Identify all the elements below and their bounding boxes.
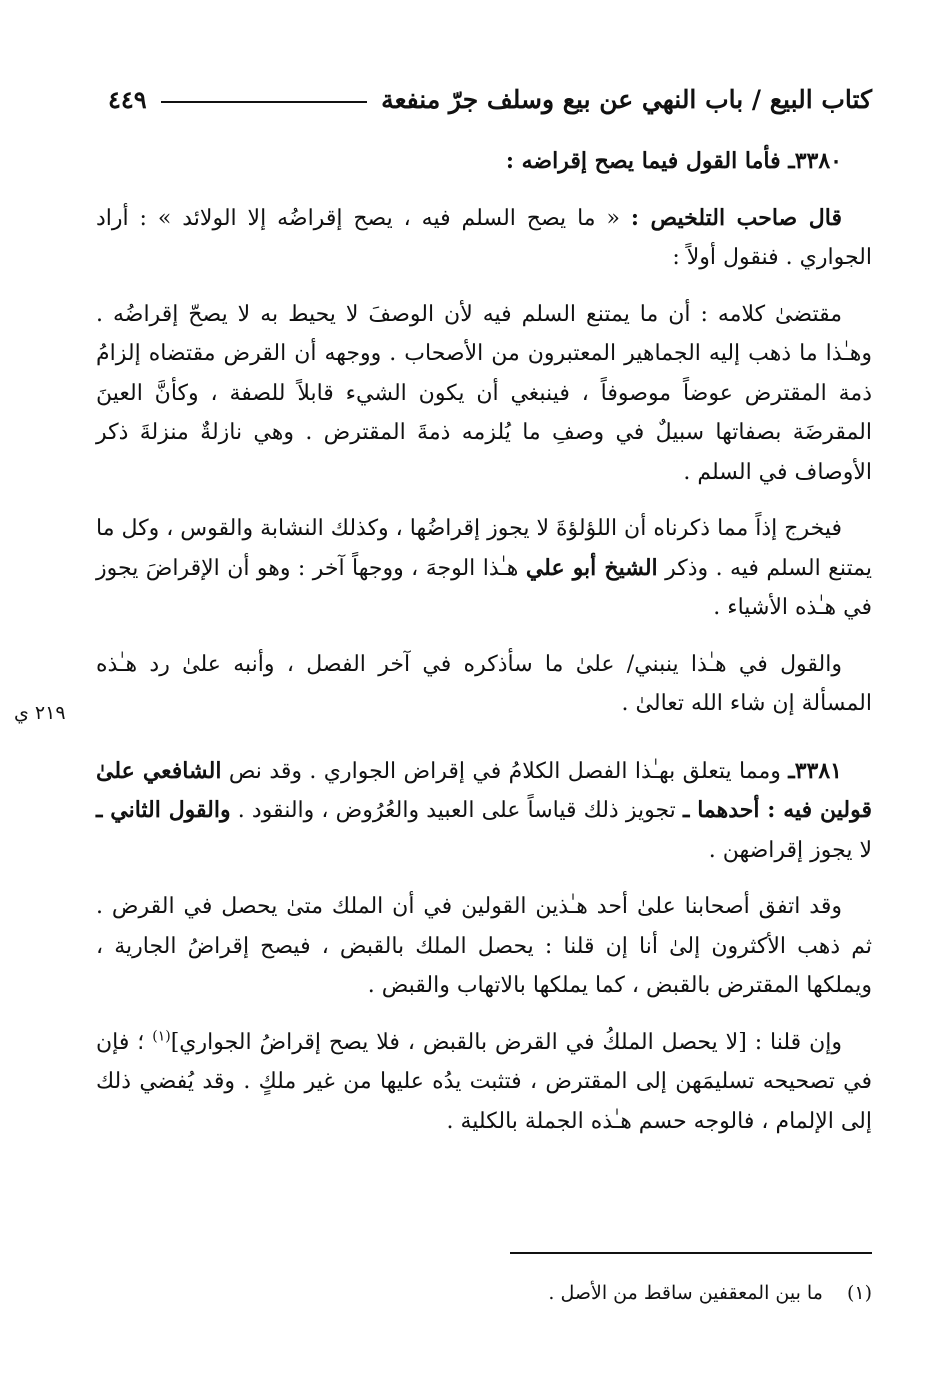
- paragraph-3380-heading: [96, 142, 872, 182]
- scholar-name: الشيخ أبو علي: [525, 554, 658, 581]
- heading-text: فأما القول فيما يصح إقراضه :: [505, 148, 781, 174]
- running-header: [108, 78, 872, 120]
- footnote: [380, 1282, 872, 1304]
- paragraph-yakhruj: [96, 509, 872, 628]
- main-text: [96, 142, 872, 1158]
- paragraph-text: فيخرج إذاً مما ذكرناه أن اللؤلؤةَ لا يجوز إقراضُها ، وكذلك النشابة والقوس ، وكل ما يمتنع السلم فيه . وذكر: [95, 516, 872, 581]
- scholar-name: الشافعي علىٰ قولين فيه : أحدهما ـ: [96, 757, 872, 823]
- paragraph-text: وإن قلنا : [لا يحصل الملكُ في القرض بالقبض ، فلا يصح إقراضُ الجواري]: [170, 1029, 842, 1055]
- paragraph-in-qulna: [96, 1023, 872, 1142]
- author-reference: قال صاحب التلخيص :: [630, 204, 842, 231]
- second-opinion-label: والقول الثاني ـ: [96, 797, 231, 823]
- paragraph-text: : أراد الجواري . فنقول أولاً :: [96, 205, 872, 270]
- header-title: كتاب البيع / باب النهي عن بيع وسلف جرّ منفعة: [381, 84, 872, 114]
- paragraph-text: هـٰذا الوجهَ ، ووجهاً آخر : وهو أن الإقراضَ يجوز في هـٰذه الأشياء .: [96, 555, 872, 620]
- paragraph-text: تجويز ذلك قياساً على العبيد والعُرُوض ، والنقود .: [230, 798, 683, 823]
- quotation: « ما يصح السلم فيه ، يصح إقراضُه إلا الولائد »: [146, 205, 631, 231]
- footnote-reference[interactable]: (١): [152, 1028, 171, 1045]
- page-number: ٤٤٩: [108, 84, 147, 114]
- paragraph-ittafaqa: وقد اتفق أصحابنا علىٰ أحد هـٰذين القولين في أن الملك متىٰ يحصل في القرض . ثم ذهب الأكثرون إلىٰ أنا إن قلنا : يحصل الملك بالقبض ، فيصح إقراضُ الجارية ، ويملكها المقترض بالقبض ، كما يملكها بالاتهاب والقبض .: [96, 894, 872, 998]
- margin-note: ٢١٩ ي: [14, 702, 66, 724]
- paragraph-talkhis: [96, 199, 872, 278]
- paragraph-text: ؛ فإن في تصحيحه تسليمَهن إلى المقترض ، فتثبت يدُه عليها من غير ملكٍ . وقد يُفضي ذلك إلى الإلمام ، فالوجه حسم هـٰذه الجملة بالكلية .: [96, 1029, 872, 1134]
- paragraph-al-qawl: والقول في هـٰذا ينبني/ علىٰ ما سأذكره في آخر الفصل ، وأنبه علىٰ رد هـٰذه المسألة إن شاء الله تعالىٰ .: [96, 651, 872, 716]
- footnote-text: ما بين المعقفين ساقط من الأصل .: [548, 1282, 823, 1304]
- header-rule: [161, 101, 368, 103]
- issue-number: ٣٣٨١ـ: [788, 757, 842, 784]
- footnote-separator: [510, 1252, 872, 1254]
- paragraph-text: ومما يتعلق بهـٰذا الفصل الكلامُ في إقراض الجواري . وقد نص: [221, 758, 789, 784]
- footnote-number: (١): [846, 1282, 872, 1304]
- paragraph-text: لا يجوز إقراضهن .: [708, 837, 872, 863]
- paragraph-muqtada: مقتضىٰ كلامه : أن ما يمتنع السلم فيه لأن الوصفَ لا يحيط به لا يصحّ إقراضُه . وهـٰذا ما ذهب إليه الجماهير المعتبرون من الأصحاب . ووجهه أن القرض مقتضاه إلزامُ ذمة المقترض عوضاً موصوفاً ، فينبغي أن يكون الشيء قابلاً للصفة ، وكأنَّ العينَ المقرضَة بصفاتها سبيلٌ في وصفِ ما يُلزمه ذمةَ المقترض . وهي نازلةٌ منزلةَ ذكر الأوصاف في السلم .: [96, 301, 872, 485]
- issue-number: ٣٣٨٠ـ: [788, 148, 842, 174]
- paragraph-3381: [96, 752, 872, 871]
